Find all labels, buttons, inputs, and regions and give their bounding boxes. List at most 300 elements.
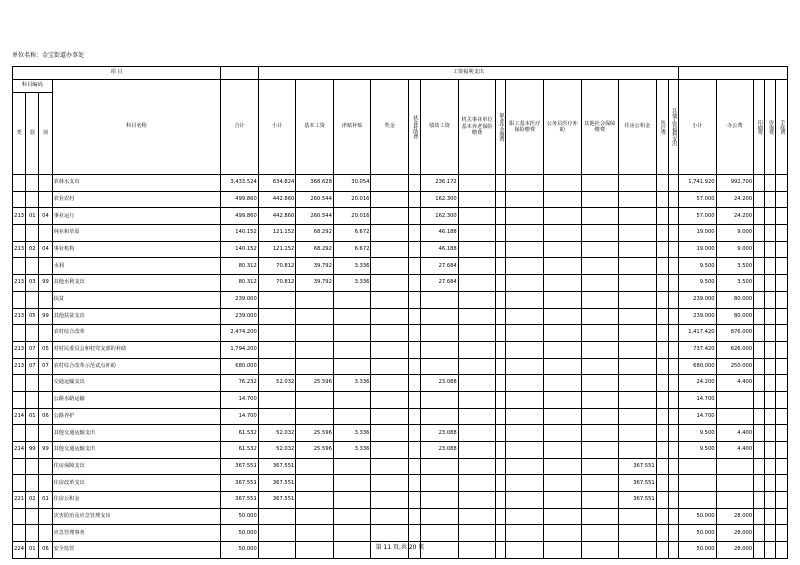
cell-office: 28.000	[716, 542, 754, 559]
cell-basic	[296, 475, 334, 492]
cell-name: 住房公积金	[52, 492, 221, 509]
cell-empty	[765, 308, 776, 325]
cell-lei	[13, 508, 26, 525]
cell-empty	[776, 408, 788, 425]
cell-empty	[544, 442, 582, 459]
cell-fund	[619, 208, 657, 225]
cell-fund	[619, 191, 657, 208]
cell-empty	[776, 241, 788, 258]
cell-perf: 27.684	[421, 258, 459, 275]
cell-empty	[668, 225, 678, 242]
cell-xiang	[39, 508, 52, 525]
cell-empty	[754, 308, 765, 325]
cell-perf: 162.300	[421, 208, 459, 225]
cell-empty	[371, 308, 409, 325]
table-row	[13, 208, 788, 225]
cell-empty	[754, 425, 765, 442]
cell-lei	[13, 425, 26, 442]
cell-empty	[506, 241, 544, 258]
cell-name: 应急管理事务	[52, 525, 221, 542]
cell-empty	[776, 375, 788, 392]
cell-empty	[371, 442, 409, 459]
cell-perf: 236.172	[421, 175, 459, 192]
cell-fund	[619, 341, 657, 358]
cell-allow	[333, 308, 371, 325]
cell-empty	[544, 191, 582, 208]
cell-sub2: 239.000	[679, 308, 717, 325]
cell-allow	[333, 508, 371, 525]
table-row	[13, 425, 788, 442]
cell-xiang: 06	[39, 408, 52, 425]
cell-empty	[668, 425, 678, 442]
cell-xiang: 01	[39, 492, 52, 509]
cell-allow	[333, 492, 371, 509]
cell-empty	[754, 291, 765, 308]
cell-total: 61.532	[221, 442, 259, 459]
header-col-civil-medical: 公务员医疗补助	[544, 80, 582, 175]
cell-empty	[409, 225, 421, 242]
cell-office: 9.000	[716, 241, 754, 258]
cell-total: 61.532	[221, 425, 259, 442]
cell-empty	[371, 425, 409, 442]
cell-sub: 442.860	[258, 191, 296, 208]
cell-sub2: 9.500	[679, 442, 717, 459]
cell-empty	[496, 391, 506, 408]
cell-fund	[619, 425, 657, 442]
cell-empty	[754, 191, 765, 208]
cell-empty	[371, 525, 409, 542]
cell-empty	[506, 475, 544, 492]
cell-xiang	[39, 391, 52, 408]
cell-basic	[296, 508, 334, 525]
cell-empty	[668, 408, 678, 425]
cell-office	[716, 458, 754, 475]
cell-sub2: 24.200	[679, 375, 717, 392]
cell-empty	[371, 191, 409, 208]
cell-empty	[496, 475, 506, 492]
cell-empty	[371, 208, 409, 225]
cell-name: 农业农村	[52, 191, 221, 208]
cell-empty	[656, 208, 668, 225]
cell-xiang: 04	[39, 208, 52, 225]
header-col-medical-fee: 医疗费	[656, 80, 668, 175]
cell-total: 1,794.200	[221, 341, 259, 358]
cell-empty	[458, 492, 496, 509]
cell-total: 14.700	[221, 391, 259, 408]
cell-empty	[496, 241, 506, 258]
cell-empty	[506, 325, 544, 342]
cell-allow	[333, 391, 371, 408]
cell-empty	[765, 458, 776, 475]
cell-empty	[668, 458, 678, 475]
cell-empty	[668, 191, 678, 208]
cell-kuan	[26, 225, 39, 242]
cell-lei: 213	[13, 241, 26, 258]
cell-empty	[409, 458, 421, 475]
cell-xiang: 99	[39, 275, 52, 292]
cell-basic: 39.792	[296, 275, 334, 292]
cell-xiang	[39, 225, 52, 242]
cell-xiang: 99	[39, 442, 52, 459]
cell-allow: 30.054	[333, 175, 371, 192]
cell-empty	[776, 425, 788, 442]
table-row	[13, 442, 788, 459]
cell-office: 3.500	[716, 258, 754, 275]
cell-empty	[544, 391, 582, 408]
cell-empty	[496, 175, 506, 192]
cell-office: 80.000	[716, 308, 754, 325]
cell-empty	[371, 391, 409, 408]
cell-kuan: 01	[26, 208, 39, 225]
cell-empty	[581, 458, 619, 475]
cell-total: 2,474.200	[221, 325, 259, 342]
cell-empty	[581, 275, 619, 292]
cell-sub: 367.551	[258, 475, 296, 492]
cell-empty	[776, 358, 788, 375]
cell-empty	[776, 508, 788, 525]
table-row	[13, 191, 788, 208]
cell-empty	[668, 258, 678, 275]
header-col-pension: 机关事业单位基本养老保险缴费	[458, 80, 496, 175]
cell-empty	[765, 275, 776, 292]
cell-empty	[458, 508, 496, 525]
cell-empty	[496, 408, 506, 425]
cell-name: 水利	[52, 258, 221, 275]
cell-empty	[776, 391, 788, 408]
cell-empty	[496, 358, 506, 375]
cell-basic	[296, 291, 334, 308]
cell-fund	[619, 275, 657, 292]
cell-empty	[776, 291, 788, 308]
cell-empty	[776, 258, 788, 275]
table-row	[13, 325, 788, 342]
cell-empty	[668, 308, 678, 325]
cell-sub2: 9.500	[679, 275, 717, 292]
cell-empty	[409, 391, 421, 408]
cell-name: 其他扶贫支出	[52, 308, 221, 325]
cell-basic	[296, 492, 334, 509]
cell-fund	[619, 442, 657, 459]
cell-sub	[258, 325, 296, 342]
cell-basic	[296, 325, 334, 342]
cell-total: 3,433.524	[221, 175, 259, 192]
cell-office	[716, 391, 754, 408]
cell-empty	[458, 275, 496, 292]
cell-sub	[258, 358, 296, 375]
cell-kuan: 02	[26, 492, 39, 509]
cell-allow: 20.016	[333, 208, 371, 225]
header-col-meal: 伙食补助费	[409, 80, 421, 175]
cell-sub	[258, 508, 296, 525]
cell-empty	[544, 258, 582, 275]
cell-basic: 260.544	[296, 208, 334, 225]
cell-empty	[409, 425, 421, 442]
cell-name: 对村民委员会和村党支部的补助	[52, 341, 221, 358]
cell-empty	[458, 341, 496, 358]
cell-perf	[421, 475, 459, 492]
cell-office: 992.700	[716, 175, 754, 192]
cell-empty	[776, 525, 788, 542]
cell-basic: 39.792	[296, 258, 334, 275]
cell-fund	[619, 225, 657, 242]
cell-allow: 20.016	[333, 191, 371, 208]
cell-office	[716, 475, 754, 492]
header-col-annuity: 职业年金缴费	[496, 80, 506, 175]
cell-empty	[668, 391, 678, 408]
cell-perf	[421, 308, 459, 325]
cell-empty	[496, 508, 506, 525]
cell-empty	[506, 408, 544, 425]
cell-office: 4.400	[716, 375, 754, 392]
cell-total: 680.000	[221, 358, 259, 375]
cell-lei	[13, 325, 26, 342]
header-col-performance: 绩效工资	[421, 80, 459, 175]
header-total: 合计	[221, 80, 259, 175]
cell-allow	[333, 475, 371, 492]
cell-office: 876.000	[716, 325, 754, 342]
header-wage-group: 工资福利支出	[258, 67, 678, 80]
cell-office	[716, 408, 754, 425]
cell-total: 76.232	[221, 375, 259, 392]
cell-perf: 46.188	[421, 225, 459, 242]
cell-allow: 3.336	[333, 258, 371, 275]
cell-empty	[668, 275, 678, 292]
cell-empty	[668, 241, 678, 258]
cell-office: 28.000	[716, 508, 754, 525]
table-row	[13, 175, 788, 192]
cell-total: 80.312	[221, 275, 259, 292]
cell-basic: 25.596	[296, 442, 334, 459]
cell-kuan	[26, 458, 39, 475]
cell-empty	[458, 258, 496, 275]
cell-empty	[581, 442, 619, 459]
cell-empty	[668, 291, 678, 308]
cell-empty	[581, 241, 619, 258]
cell-empty	[458, 208, 496, 225]
cell-sub2: 9.500	[679, 258, 717, 275]
cell-empty	[371, 475, 409, 492]
cell-allow: 6.672	[333, 225, 371, 242]
cell-lei	[13, 291, 26, 308]
cell-empty	[776, 442, 788, 459]
cell-allow	[333, 525, 371, 542]
cell-xiang	[39, 458, 52, 475]
cell-kuan	[26, 391, 39, 408]
cell-sub2: 14.700	[679, 408, 717, 425]
cell-perf	[421, 358, 459, 375]
cell-empty	[458, 458, 496, 475]
cell-empty	[409, 175, 421, 192]
cell-fund	[619, 358, 657, 375]
cell-sub2: 19.000	[679, 225, 717, 242]
cell-empty	[656, 308, 668, 325]
cell-empty	[656, 241, 668, 258]
cell-sub: 442.860	[258, 208, 296, 225]
cell-empty	[765, 225, 776, 242]
cell-empty	[544, 308, 582, 325]
cell-allow	[333, 408, 371, 425]
cell-empty	[371, 341, 409, 358]
cell-empty	[754, 175, 765, 192]
cell-basic: 368.628	[296, 175, 334, 192]
cell-empty	[776, 275, 788, 292]
cell-empty	[506, 275, 544, 292]
cell-kuan	[26, 175, 39, 192]
cell-empty	[458, 191, 496, 208]
cell-empty	[581, 391, 619, 408]
cell-sub2: 737.420	[679, 341, 717, 358]
cell-empty	[371, 508, 409, 525]
table-row	[13, 492, 788, 509]
cell-fund	[619, 291, 657, 308]
header-col-allowance: 津贴补贴	[333, 80, 371, 175]
cell-empty	[668, 341, 678, 358]
cell-perf	[421, 291, 459, 308]
cell-sub	[258, 391, 296, 408]
cell-empty	[496, 525, 506, 542]
header-col-subtotal-2: 小计	[679, 80, 717, 175]
table-row	[13, 341, 788, 358]
cell-empty	[506, 291, 544, 308]
cell-total: 367.551	[221, 475, 259, 492]
cell-perf: 162.300	[421, 191, 459, 208]
cell-total: 140.152	[221, 225, 259, 242]
cell-empty	[581, 208, 619, 225]
cell-empty	[668, 508, 678, 525]
cell-empty	[371, 225, 409, 242]
cell-empty	[754, 358, 765, 375]
cell-lei: 213	[13, 308, 26, 325]
cell-empty	[754, 408, 765, 425]
cell-lei: 213	[13, 358, 26, 375]
cell-lei	[13, 375, 26, 392]
cell-allow: 6.672	[333, 241, 371, 258]
cell-perf	[421, 492, 459, 509]
cell-empty	[776, 325, 788, 342]
cell-empty	[754, 475, 765, 492]
cell-empty	[506, 492, 544, 509]
cell-empty	[496, 492, 506, 509]
cell-kuan: 02	[26, 241, 39, 258]
cell-sub: 70.812	[258, 275, 296, 292]
cell-kuan	[26, 291, 39, 308]
cell-sub: 70.812	[258, 258, 296, 275]
cell-sub: 121.152	[258, 225, 296, 242]
cell-empty	[656, 358, 668, 375]
cell-empty	[765, 492, 776, 509]
cell-empty	[765, 325, 776, 342]
cell-perf: 23.088	[421, 442, 459, 459]
cell-empty	[371, 175, 409, 192]
cell-empty	[496, 308, 506, 325]
cell-basic: 25.596	[296, 425, 334, 442]
cell-empty	[506, 225, 544, 242]
header-project: 项 目	[13, 67, 221, 80]
cell-kuan: 99	[26, 442, 39, 459]
cell-office: 9.000	[716, 225, 754, 242]
cell-name: 事业机构	[52, 241, 221, 258]
cell-perf: 23.088	[421, 425, 459, 442]
header-goods-group	[679, 67, 788, 80]
cell-xiang: 04	[39, 241, 52, 258]
cell-lei	[13, 225, 26, 242]
cell-empty	[776, 492, 788, 509]
header-col-consulting: 咨询费	[765, 80, 776, 175]
cell-empty	[668, 358, 678, 375]
cell-allow	[333, 341, 371, 358]
cell-empty	[754, 225, 765, 242]
cell-empty	[409, 325, 421, 342]
cell-lei	[13, 191, 26, 208]
cell-empty	[754, 508, 765, 525]
cell-fund: 367.551	[619, 475, 657, 492]
cell-office: 80.000	[716, 291, 754, 308]
cell-fund	[619, 308, 657, 325]
cell-allow: 3.336	[333, 442, 371, 459]
cell-empty	[496, 341, 506, 358]
cell-empty	[656, 225, 668, 242]
cell-empty	[656, 341, 668, 358]
cell-fund	[619, 408, 657, 425]
cell-empty	[544, 458, 582, 475]
cell-sub2: 57.000	[679, 191, 717, 208]
cell-empty	[506, 425, 544, 442]
cell-empty	[496, 375, 506, 392]
cell-empty	[544, 341, 582, 358]
cell-empty	[656, 425, 668, 442]
cell-empty	[458, 325, 496, 342]
cell-empty	[581, 291, 619, 308]
cell-empty	[458, 308, 496, 325]
cell-empty	[754, 492, 765, 509]
cell-empty	[581, 325, 619, 342]
cell-empty	[506, 308, 544, 325]
cell-allow: 3.336	[333, 275, 371, 292]
header-col-basic-wage: 基本工资	[296, 80, 334, 175]
cell-empty	[371, 258, 409, 275]
cell-sub	[258, 341, 296, 358]
cell-perf	[421, 391, 459, 408]
cell-fund: 367.551	[619, 458, 657, 475]
cell-empty	[458, 391, 496, 408]
header-col-office: 办公费	[716, 80, 754, 175]
table-row	[13, 225, 788, 242]
cell-empty	[656, 458, 668, 475]
cell-empty	[506, 442, 544, 459]
unit-name-label: 单位名称：金宝街道办事处	[12, 52, 85, 59]
cell-basic	[296, 391, 334, 408]
cell-fund	[619, 175, 657, 192]
cell-empty	[668, 492, 678, 509]
cell-kuan: 05	[26, 308, 39, 325]
cell-empty	[409, 241, 421, 258]
cell-empty	[656, 442, 668, 459]
cell-empty	[458, 225, 496, 242]
cell-basic	[296, 525, 334, 542]
cell-lei	[13, 258, 26, 275]
cell-sub2: 19.000	[679, 241, 717, 258]
table-row	[13, 458, 788, 475]
cell-lei	[13, 475, 26, 492]
cell-empty	[776, 225, 788, 242]
cell-kuan: 01	[26, 408, 39, 425]
cell-empty	[544, 508, 582, 525]
cell-empty	[371, 492, 409, 509]
cell-empty	[765, 475, 776, 492]
cell-kuan	[26, 475, 39, 492]
cell-lei: 224	[13, 542, 26, 559]
cell-lei	[13, 525, 26, 542]
